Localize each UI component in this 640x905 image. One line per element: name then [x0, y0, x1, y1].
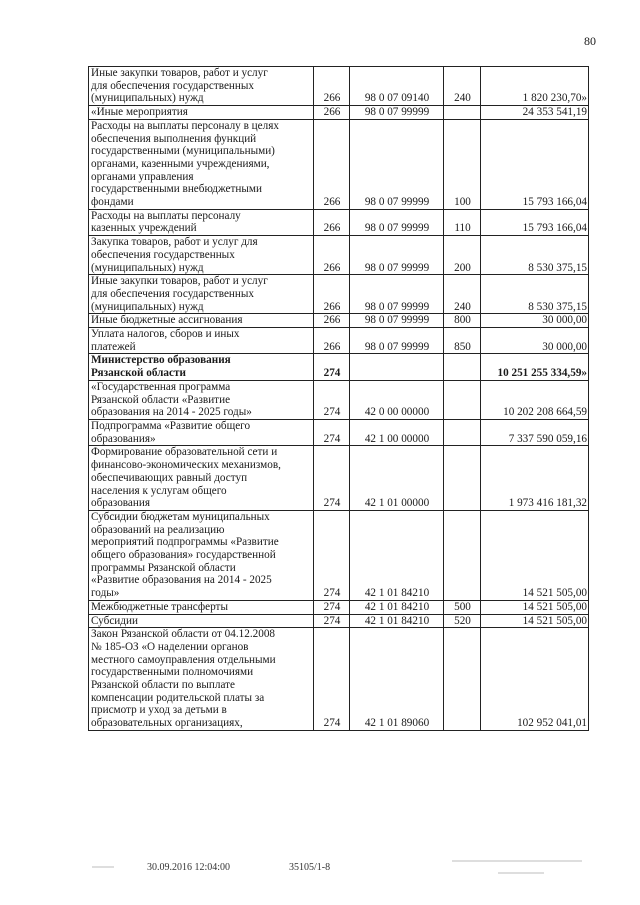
name-line: образования — [91, 497, 151, 510]
name-line: обеспечения выполнения функций — [91, 132, 257, 145]
cell-ved: 266 — [314, 314, 350, 328]
cell-ved: 266 — [314, 328, 350, 354]
cell-target-article: 42 1 01 84210 — [350, 614, 444, 628]
cell-name — [89, 614, 314, 628]
cell-expense-type — [444, 380, 481, 419]
scan-artifact — [498, 872, 544, 874]
name-line: государственными (муниципальными) — [91, 145, 275, 158]
cell-ved: 274 — [314, 600, 350, 614]
name-line: мероприятий подпрограммы «Развитие — [91, 536, 279, 549]
cell-expense-type: 200 — [444, 236, 481, 275]
name-line: Расходы на выплаты персоналу в целях — [91, 119, 279, 132]
cell-expense-type: 500 — [444, 600, 481, 614]
cell-target-article: 42 1 01 89060 — [350, 628, 444, 731]
name-line: Рязанской области «Развитие — [91, 393, 231, 406]
name-line: «Иные мероприятия — [91, 106, 188, 119]
cell-sum: 14 521 505,00 — [481, 614, 589, 628]
scan-artifact — [452, 860, 582, 862]
cell-sum: 14 521 505,00 — [481, 510, 589, 600]
table-row — [89, 380, 589, 419]
cell-name — [89, 119, 314, 209]
name-line: Министерство образования — [91, 354, 231, 367]
cell-ved: 266 — [314, 236, 350, 275]
cell-target-article: 98 0 07 99999 — [350, 106, 444, 120]
cell-sum: 15 793 166,04 — [481, 209, 589, 235]
budget-table — [88, 66, 589, 731]
name-line: обеспечения государственных — [91, 248, 235, 261]
name-line: (муниципальных) нужд — [91, 300, 204, 313]
cell-name — [89, 209, 314, 235]
name-line: образования на 2014 - 2025 годы» — [91, 406, 252, 419]
cell-ved: 274 — [314, 380, 350, 419]
cell-ved: 274 — [314, 628, 350, 731]
page-number: 80 — [584, 34, 596, 48]
cell-target-article: 42 1 00 00000 — [350, 419, 444, 445]
cell-expense-type — [444, 446, 481, 511]
cell-ved: 266 — [314, 119, 350, 209]
table-body — [89, 67, 589, 731]
name-line: присмотр и уход за детьми в — [91, 704, 227, 717]
name-line: Уплата налогов, сборов и иных — [91, 328, 240, 341]
name-line: компенсации родительской платы за — [91, 691, 265, 704]
table-row — [89, 236, 589, 275]
cell-sum: 7 337 590 059,16 — [481, 419, 589, 445]
cell-expense-type: 850 — [444, 328, 481, 354]
name-line: образовательных организациях, — [91, 717, 243, 730]
cell-name — [89, 236, 314, 275]
name-line: образования» — [91, 432, 156, 445]
cell-target-article: 42 1 01 84210 — [350, 600, 444, 614]
cell-sum: 15 793 166,04 — [481, 119, 589, 209]
cell-name — [89, 328, 314, 354]
cell-sum: 30 000,00 — [481, 314, 589, 328]
table-row — [89, 600, 589, 614]
cell-expense-type — [444, 628, 481, 731]
name-line: финансово-экономических механизмов, — [91, 459, 281, 472]
cell-ved: 266 — [314, 106, 350, 120]
name-line: Иные закупки товаров, работ и услуг — [91, 275, 268, 288]
cell-expense-type — [444, 510, 481, 600]
name-line: Закупка товаров, работ и услуг для — [91, 236, 258, 249]
cell-sum: 30 000,00 — [481, 328, 589, 354]
name-line: платежей — [91, 340, 136, 353]
table-row — [89, 275, 589, 314]
cell-expense-type: 100 — [444, 119, 481, 209]
name-line: программы Рязанской области — [91, 561, 236, 574]
table-row — [89, 510, 589, 600]
scan-artifact — [92, 866, 114, 868]
name-line: (муниципальных) нужд — [91, 92, 204, 105]
name-line: обеспечивающих равный доступ — [91, 471, 248, 484]
cell-target-article: 98 0 07 99999 — [350, 328, 444, 354]
name-line: Формирование образовательной сети и — [91, 446, 278, 459]
cell-name — [89, 446, 314, 511]
table-row — [89, 628, 589, 731]
cell-name — [89, 380, 314, 419]
name-line: местного самоуправления отдельными — [91, 653, 276, 666]
name-line: образований на реализацию — [91, 523, 225, 536]
name-line: Иные закупки товаров, работ и услуг — [91, 67, 268, 79]
cell-ved: 266 — [314, 209, 350, 235]
cell-sum: 1 973 416 181,32 — [481, 446, 589, 511]
table-row — [89, 209, 589, 235]
table-row — [89, 328, 589, 354]
name-line: Рязанской области по выплате — [91, 679, 235, 692]
cell-name — [89, 314, 314, 328]
cell-target-article: 98 0 07 99999 — [350, 119, 444, 209]
name-line: № 185-ОЗ «О наделении органов — [91, 640, 249, 653]
name-line: населения к услугам общего — [91, 484, 227, 497]
cell-ved: 274 — [314, 446, 350, 511]
cell-expense-type: 240 — [444, 67, 481, 106]
cell-sum: 8 530 375,15 — [481, 275, 589, 314]
name-line: Рязанской области — [91, 367, 186, 380]
cell-target-article — [350, 354, 444, 380]
name-line: органами управления — [91, 170, 194, 183]
table-row — [89, 419, 589, 445]
name-line: Межбюджетные трансферты — [91, 600, 228, 613]
name-line: Подпрограмма «Развитие общего — [91, 419, 251, 432]
cell-sum: 8 530 375,15 — [481, 236, 589, 275]
cell-sum: 1 820 230,70» — [481, 67, 589, 106]
cell-expense-type — [444, 354, 481, 380]
cell-expense-type: 240 — [444, 275, 481, 314]
name-line: Субсидии бюджетам муниципальных — [91, 510, 270, 523]
cell-target-article: 42 1 01 00000 — [350, 446, 444, 511]
name-line: Субсидии — [91, 614, 138, 627]
name-line: Иные бюджетные ассигнования — [91, 314, 243, 327]
name-line: Закон Рязанской области от 04.12.2008 — [91, 628, 276, 641]
name-line: для обеспечения государственных — [91, 287, 255, 300]
cell-name — [89, 628, 314, 731]
cell-name — [89, 600, 314, 614]
cell-ved: 274 — [314, 354, 350, 380]
cell-expense-type: 800 — [444, 314, 481, 328]
cell-name — [89, 67, 314, 106]
cell-sum: 102 952 041,01 — [481, 628, 589, 731]
cell-ved: 274 — [314, 419, 350, 445]
cell-target-article: 98 0 07 99999 — [350, 314, 444, 328]
table-row — [89, 446, 589, 511]
cell-expense-type — [444, 419, 481, 445]
cell-target-article: 42 0 00 00000 — [350, 380, 444, 419]
cell-name — [89, 275, 314, 314]
table-row — [89, 106, 589, 120]
cell-name — [89, 106, 314, 120]
cell-ved: 274 — [314, 614, 350, 628]
name-line: годы» — [91, 587, 120, 600]
cell-sum: 10 202 208 664,59 — [481, 380, 589, 419]
cell-sum: 10 251 255 334,59» — [481, 354, 589, 380]
cell-expense-type: 110 — [444, 209, 481, 235]
cell-target-article: 98 0 07 99999 — [350, 275, 444, 314]
cell-target-article: 98 0 07 99999 — [350, 236, 444, 275]
table-row — [89, 314, 589, 328]
cell-target-article: 98 0 07 99999 — [350, 209, 444, 235]
cell-ved: 266 — [314, 275, 350, 314]
cell-sum: 14 521 505,00 — [481, 600, 589, 614]
name-line: «Государственная программа — [91, 380, 231, 393]
cell-name — [89, 354, 314, 380]
table-row — [89, 614, 589, 628]
table-row — [89, 119, 589, 209]
cell-ved: 266 — [314, 67, 350, 106]
table-row — [89, 67, 589, 106]
cell-expense-type — [444, 106, 481, 120]
name-line: Расходы на выплаты персоналу — [91, 209, 241, 222]
footer-timestamp: 30.09.2016 12:04:00 — [147, 862, 231, 873]
cell-sum: 24 353 541,19 — [481, 106, 589, 120]
cell-name — [89, 510, 314, 600]
name-line: фондами — [91, 196, 134, 209]
cell-name — [89, 419, 314, 445]
name-line: для обеспечения государственных — [91, 79, 255, 92]
cell-expense-type: 520 — [444, 614, 481, 628]
name-line: общего образования» государственной — [91, 549, 276, 562]
name-line: «Развитие образования на 2014 - 2025 — [91, 574, 272, 587]
table-row — [89, 354, 589, 380]
cell-target-article: 42 1 01 84210 — [350, 510, 444, 600]
name-line: государственными полномочиями — [91, 666, 254, 679]
name-line: органами, казенными учреждениями, — [91, 157, 270, 170]
cell-ved: 274 — [314, 510, 350, 600]
name-line: государственными внебюджетными — [91, 183, 262, 196]
footer-doc-id: 35105/1-8 — [289, 862, 331, 873]
cell-target-article: 98 0 07 09140 — [350, 67, 444, 106]
name-line: казенных учреждений — [91, 222, 197, 235]
name-line: (муниципальных) нужд — [91, 261, 204, 274]
